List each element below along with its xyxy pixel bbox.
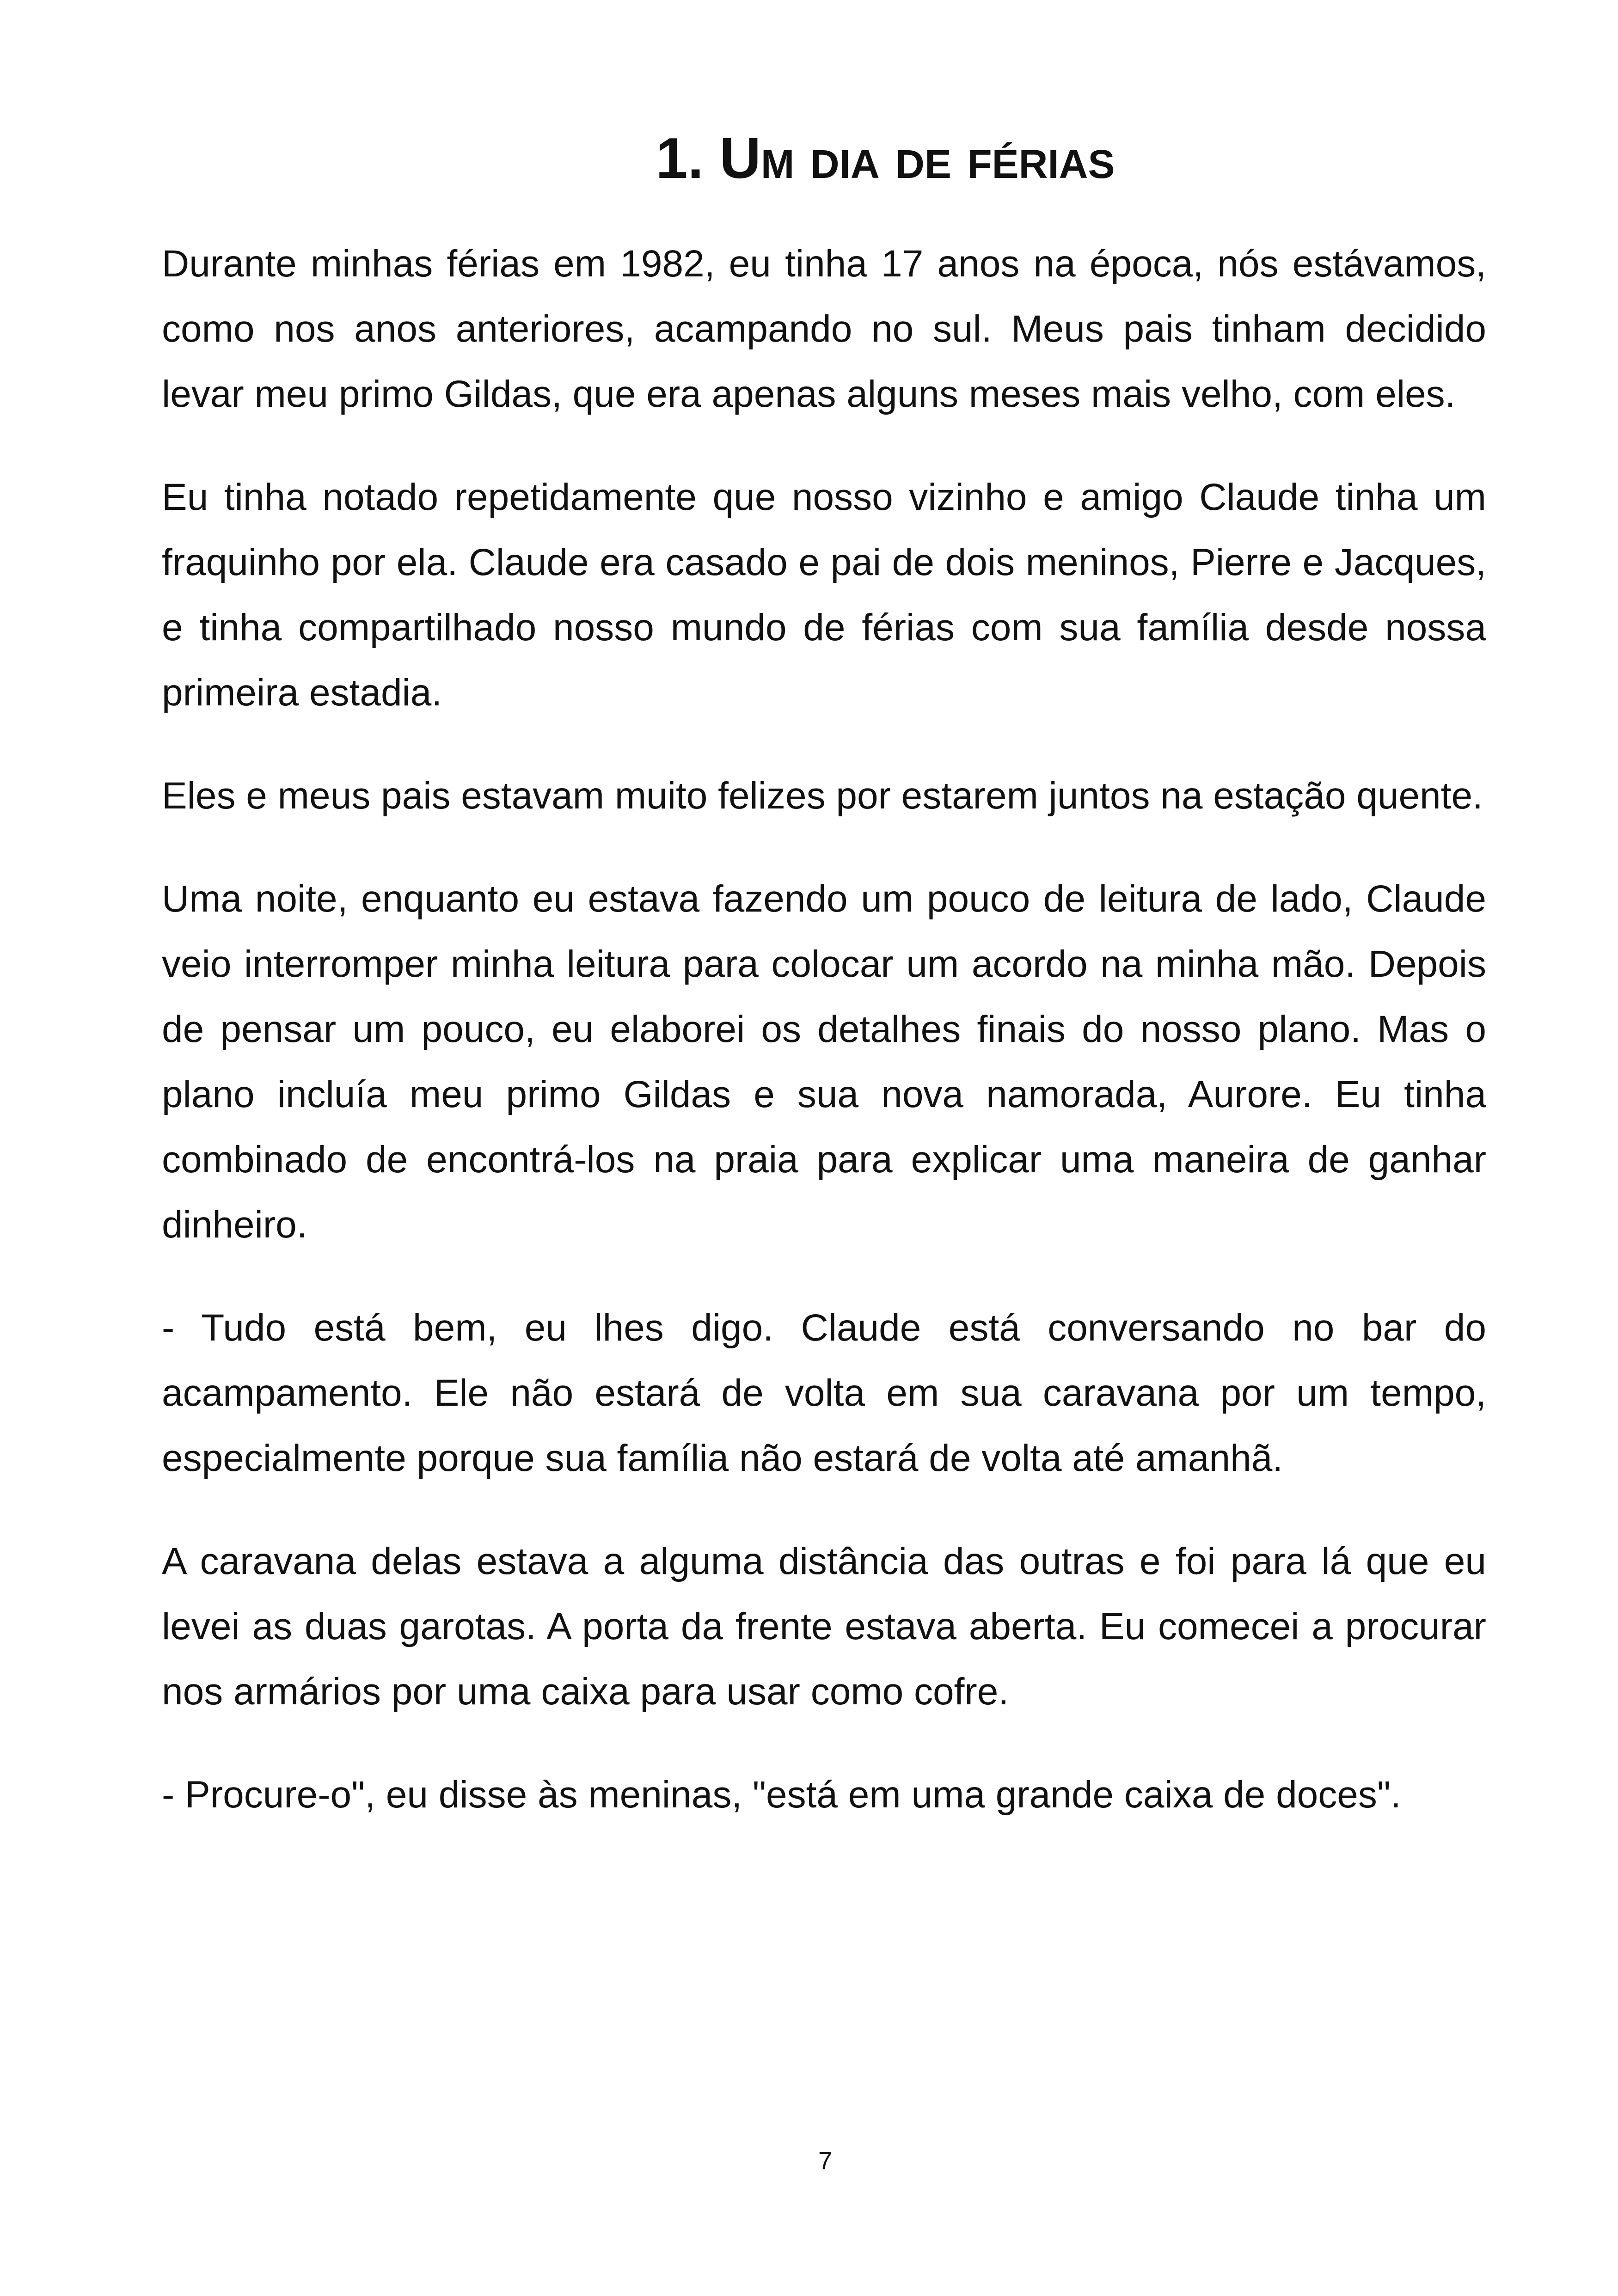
paragraph: Durante minhas férias em 1982, eu tinha 17 anos na época, nós estávamos, como nos anos anteriores, acampando no sul. Meus pais tinham decidido levar meu primo Gildas, que era apenas alguns meses mais velho, com eles. [162,243,1486,415]
chapter-body [162,231,1486,1865]
paragraph: Eles e meus pais estavam muito felizes por estarem juntos na estação quente. [162,775,1483,817]
chapter-title: 1. Um dia de férias [656,127,1115,190]
paragraph: Uma noite, enquanto eu estava fazendo um pouco de leitura de lado, Claude veio interromper minha leitura para colocar um acordo na minha mão. Depois de pensar um pouco, eu elaborei os detalhes finais do nosso plano. Mas o plano incluía meu primo Gildas e sua nova namorada, Aurore. Eu tinha combinado de encontrá-los na praia para explicar uma maneira de ganhar dinheiro. [162,878,1486,1246]
paragraph: - Tudo está bem, eu lhes digo. Claude está conversando no bar do acampamento. Ele não estará de volta em sua caravana por um tempo, especialmente porque sua família não estará de volta até amanhã. [162,1307,1486,1479]
page-number: 7 [818,2147,833,2175]
paragraph: A caravana delas estava a alguma distância das outras e foi para lá que eu levei as duas garotas. A porta da frente estava aberta. Eu comecei a procurar nos armários por uma caixa para usar como cofre. [162,1540,1486,1713]
paragraph: - Procure-o", eu disse às meninas, "está em uma grande caixa de doces". [162,1774,1401,1816]
paragraph: Eu tinha notado repetidamente que nosso vizinho e amigo Claude tinha um fraquinho por ela. Claude era casado e pai de dois meninos, Pierre e Jacques, e tinha compartilhado nosso mundo de férias com sua família desde nossa primeira estadia. [162,476,1486,714]
